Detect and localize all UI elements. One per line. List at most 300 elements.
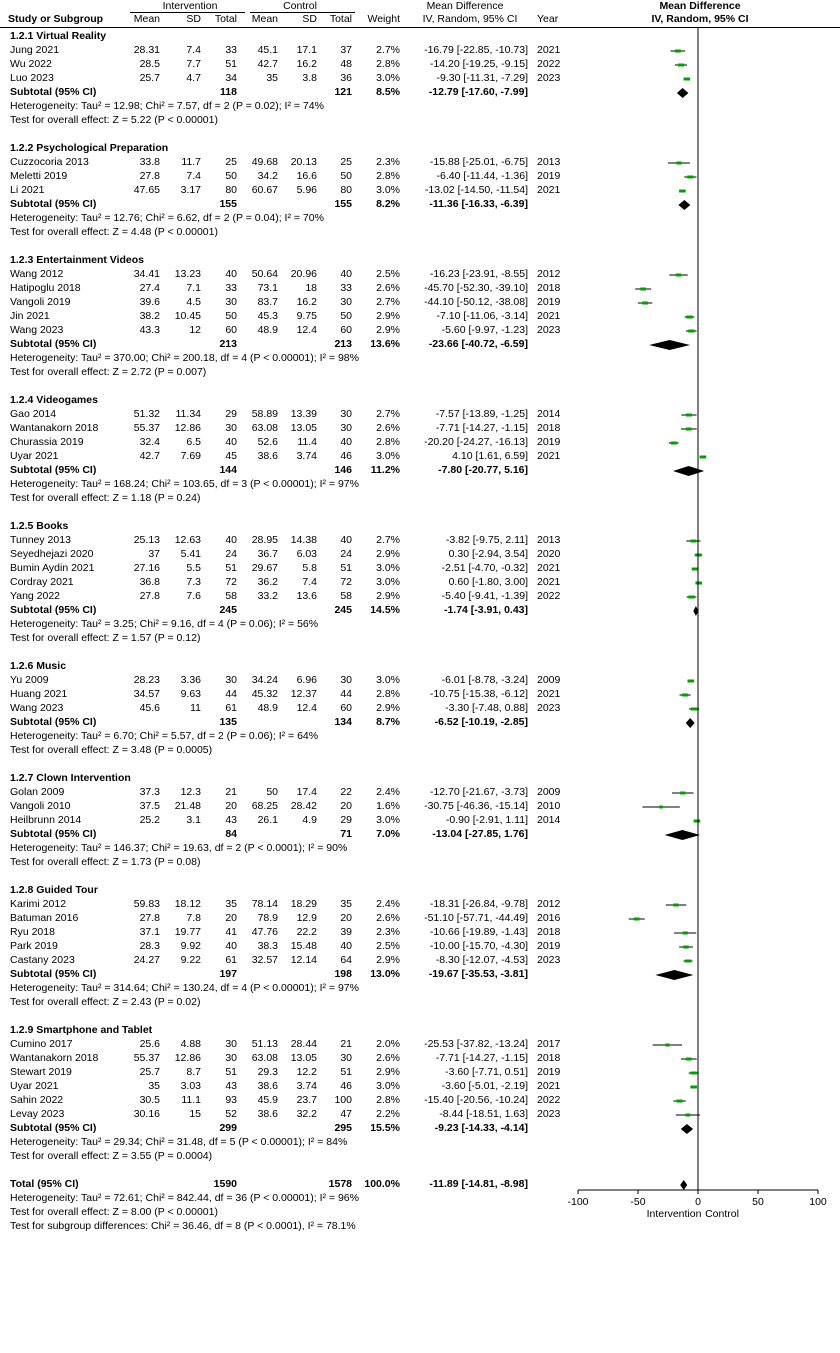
study-point-estimate — [691, 708, 697, 711]
study-ci-cell: -2.51 [-4.70, -0.32] — [441, 562, 528, 574]
study-n2-cell: 40 — [340, 534, 352, 546]
study-weight-cell: 2.4% — [376, 786, 400, 798]
subgroup-heterogeneity: Heterogeneity: Tau² = 29.34; Chi² = 31.48, df = 5 (P < 0.00001); I² = 84% — [10, 1136, 348, 1148]
study-ci-cell: -51.10 [-57.71, -44.49] — [424, 912, 528, 924]
study-weight-cell: 2.6% — [376, 422, 400, 434]
subtotal-ci: -19.67 [-35.53, -3.81] — [428, 968, 528, 980]
study-year-cell: 2018 — [537, 422, 561, 434]
study-n1-cell: 80 — [225, 184, 237, 196]
study-point-estimate — [686, 316, 692, 319]
study-sd2-cell: 18.29 — [290, 898, 317, 910]
study-sd1-cell: 8.7 — [186, 1066, 201, 1078]
study-n1-cell: 41 — [225, 926, 237, 938]
study-point-estimate — [679, 190, 686, 193]
study-point-estimate — [690, 1086, 697, 1089]
subgroup-title: 1.2.9 Smartphone and Tablet — [10, 1024, 153, 1036]
study-year-cell: 2021 — [537, 450, 561, 462]
study-n1-cell: 29 — [225, 408, 237, 420]
subtotal-ci: -7.80 [-20.77, 5.16] — [438, 464, 528, 476]
study-m2-cell: 49.68 — [251, 156, 278, 168]
study-sd2-cell: 11.4 — [297, 436, 317, 448]
study-m2-cell: 42.7 — [257, 58, 278, 70]
total-ci: -11.89 [-14.81, -8.98] — [429, 1178, 528, 1190]
study-n1-cell: 50 — [225, 170, 237, 182]
study-weight-cell: 2.8% — [376, 58, 400, 70]
study-n2-cell: 64 — [340, 954, 352, 966]
study-ci-cell: 0.30 [-2.94, 3.54] — [448, 548, 528, 560]
study-n1-cell: 60 — [225, 324, 237, 336]
study-m1-cell: 34.41 — [133, 268, 160, 280]
study-n1-cell: 61 — [225, 702, 237, 714]
study-point-estimate — [700, 456, 707, 459]
study-ci-cell: -15.40 [-20.56, -10.24] — [424, 1094, 528, 1106]
study-sd2-cell: 17.4 — [296, 786, 317, 798]
study-m2-cell: 68.25 — [251, 800, 278, 812]
subgroup-overall-effect: Test for overall effect: Z = 3.55 (P = 0.0004) — [10, 1150, 213, 1162]
subgroup-overall-effect: Test for overall effect: Z = 3.48 (P = 0.0005) — [10, 744, 213, 756]
study-weight-cell: 3.0% — [376, 184, 400, 196]
subtotal-ci: -6.52 [-10.19, -2.85] — [434, 716, 528, 728]
study-year-cell: 2010 — [537, 800, 561, 812]
study-ci-cell: -45.70 [-52.30, -39.10] — [424, 282, 528, 294]
x-axis-label-right: Control — [705, 1208, 739, 1220]
study-n1-cell: 93 — [225, 1094, 237, 1106]
study-point-estimate — [634, 918, 640, 921]
study-weight-cell: 3.0% — [376, 450, 400, 462]
study-m2-cell: 63.08 — [251, 422, 278, 434]
study-n1-cell: 72 — [225, 576, 237, 588]
study-sd1-cell: 7.1 — [186, 282, 201, 294]
study-year-cell: 2021 — [537, 688, 561, 700]
subgroup-heterogeneity: Heterogeneity: Tau² = 12.76; Chi² = 6.62, df = 2 (P = 0.04); I² = 70% — [10, 212, 324, 224]
total-weight: 100.0% — [364, 1178, 400, 1190]
subgroup-overall-effect: Test for overall effect: Z = 1.73 (P = 0.08) — [10, 856, 201, 868]
study-n2-cell: 51 — [340, 1066, 352, 1078]
study-sd1-cell: 12.86 — [174, 422, 201, 434]
study-n2-cell: 24 — [340, 548, 352, 560]
study-sd1-cell: 12 — [189, 324, 201, 336]
study-name-cell: Wu 2022 — [10, 58, 52, 70]
study-m1-cell: 47.65 — [133, 184, 160, 196]
study-m2-cell: 51.13 — [251, 1038, 278, 1050]
study-m1-cell: 34.57 — [133, 688, 160, 700]
study-n2-cell: 51 — [340, 562, 352, 574]
subtotal-n1: 213 — [219, 338, 237, 350]
intervention-group-header: Intervention — [162, 0, 218, 12]
study-name-cell: Vangoli 2019 — [10, 296, 71, 308]
study-n2-cell: 100 — [334, 1094, 352, 1106]
subgroup-heterogeneity: Heterogeneity: Tau² = 12.98; Chi² = 7.57, df = 2 (P = 0.02); I² = 74% — [10, 100, 324, 112]
study-point-estimate — [687, 680, 694, 683]
study-name-cell: Gao 2014 — [10, 408, 57, 420]
study-point-estimate — [659, 806, 663, 809]
study-n2-cell: 60 — [340, 324, 352, 336]
study-n2-cell: 29 — [340, 814, 352, 826]
study-name-cell: Cuzzocoria 2013 — [10, 156, 89, 168]
col-weight: Weight — [367, 13, 400, 25]
study-n2-cell: 20 — [340, 800, 352, 812]
study-point-estimate — [686, 428, 692, 431]
study-n2-cell: 30 — [340, 1052, 352, 1064]
study-sd2-cell: 13.05 — [290, 1052, 317, 1064]
total-heterogeneity: Heterogeneity: Tau² = 72.61; Chi² = 842.44, df = 36 (P < 0.00001); I² = 96% — [10, 1192, 359, 1204]
study-weight-cell: 2.7% — [376, 44, 400, 56]
study-m2-cell: 50.64 — [251, 268, 278, 280]
study-ci-cell: -18.31 [-26.84, -9.78] — [429, 898, 528, 910]
study-ci-cell: -5.40 [-9.41, -1.39] — [441, 590, 528, 602]
study-m2-cell: 34.24 — [251, 674, 278, 686]
study-n1-cell: 21 — [225, 786, 237, 798]
subtotal-n1: 118 — [220, 86, 237, 98]
study-weight-cell: 2.2% — [376, 1108, 400, 1120]
study-n2-cell: 30 — [340, 422, 352, 434]
study-point-estimate — [676, 1100, 682, 1103]
study-n1-cell: 25 — [225, 156, 237, 168]
study-point-estimate — [678, 64, 684, 67]
study-sd1-cell: 18.12 — [174, 898, 201, 910]
subgroup-title: 1.2.4 Videogames — [10, 394, 98, 406]
study-name-cell: Levay 2023 — [10, 1108, 65, 1120]
md-header-title: Mean Difference — [426, 0, 504, 12]
subtotal-diamond — [665, 830, 701, 840]
study-sd1-cell: 7.6 — [186, 590, 201, 602]
study-m2-cell: 48.9 — [257, 324, 278, 336]
subgroup-overall-effect: Test for overall effect: Z = 5.22 (P < 0.00001) — [10, 114, 218, 126]
study-weight-cell: 2.9% — [376, 310, 400, 322]
study-point-estimate — [685, 960, 691, 963]
study-year-cell: 2019 — [537, 1066, 561, 1078]
study-sd1-cell: 7.8 — [186, 912, 201, 924]
study-m2-cell: 36.2 — [257, 576, 278, 588]
study-n2-cell: 40 — [340, 436, 352, 448]
study-sd1-cell: 3.17 — [180, 184, 201, 196]
study-sd2-cell: 5.8 — [302, 562, 317, 574]
col-year: Year — [537, 13, 559, 25]
study-m1-cell: 33.8 — [139, 156, 160, 168]
subgroup-overall-effect: Test for overall effect: Z = 2.43 (P = 0.02) — [10, 996, 201, 1008]
subtotal-weight: 8.5% — [376, 86, 400, 98]
study-sd1-cell: 9.63 — [180, 688, 201, 700]
study-n1-cell: 50 — [225, 310, 237, 322]
study-sd1-cell: 3.36 — [180, 674, 201, 686]
study-m1-cell: 37.1 — [139, 926, 160, 938]
subtotal-weight: 14.5% — [370, 604, 400, 616]
study-year-cell: 2014 — [537, 408, 561, 420]
subtotal-label: Subtotal (95% CI) — [10, 968, 97, 980]
study-year-cell: 2019 — [537, 170, 561, 182]
col-sd-control: SD — [302, 13, 317, 25]
study-m1-cell: 28.3 — [139, 940, 160, 952]
study-m2-cell: 47.76 — [251, 926, 278, 938]
study-n1-cell: 20 — [225, 912, 237, 924]
study-sd1-cell: 12.3 — [180, 786, 201, 798]
study-sd2-cell: 12.2 — [296, 1066, 317, 1078]
subtotal-label: Subtotal (95% CI) — [10, 464, 97, 476]
study-point-estimate — [675, 50, 681, 53]
study-year-cell: 2013 — [537, 534, 561, 546]
study-sd2-cell: 12.37 — [290, 688, 317, 700]
study-n2-cell: 39 — [340, 926, 352, 938]
subgroup-heterogeneity: Heterogeneity: Tau² = 3.25; Chi² = 9.16, df = 4 (P = 0.06); I² = 56% — [10, 618, 319, 630]
subtotal-n2: 121 — [334, 86, 352, 98]
study-year-cell: 2023 — [537, 702, 561, 714]
study-name-cell: Hatipoglu 2018 — [10, 282, 81, 294]
col-total-intervention: Total — [214, 13, 237, 25]
study-sd1-cell: 4.88 — [180, 1038, 201, 1050]
study-name-cell: Uyar 2021 — [10, 1080, 59, 1092]
study-m1-cell: 28.5 — [139, 58, 160, 70]
study-m2-cell: 38.3 — [257, 940, 278, 952]
study-name-cell: Seyedhejazi 2020 — [10, 548, 94, 560]
study-name-cell: Tunney 2013 — [10, 534, 71, 546]
subtotal-label: Subtotal (95% CI) — [10, 198, 97, 210]
study-ci-cell: -5.60 [-9.97, -1.23] — [441, 324, 528, 336]
study-sd1-cell: 11.7 — [181, 156, 201, 168]
study-n2-cell: 30 — [340, 674, 352, 686]
study-ci-cell: -3.30 [-7.48, 0.88] — [445, 702, 528, 714]
study-m2-cell: 28.95 — [251, 534, 278, 546]
study-name-cell: Luo 2023 — [10, 72, 54, 84]
study-weight-cell: 3.0% — [376, 576, 400, 588]
study-n2-cell: 37 — [340, 44, 352, 56]
study-m1-cell: 27.16 — [133, 562, 160, 574]
study-m1-cell: 39.6 — [139, 296, 160, 308]
subtotal-n1: 299 — [219, 1122, 237, 1134]
study-ci-cell: -3.82 [-9.75, 2.11] — [445, 534, 528, 546]
subtotal-diamond — [673, 466, 704, 476]
study-m1-cell: 59.83 — [133, 898, 160, 910]
subgroup-differences-test: Test for subgroup differences: Chi² = 36.46, df = 8 (P < 0.0001), I² = 78.1% — [10, 1220, 356, 1232]
study-name-cell: Karimi 2012 — [10, 898, 67, 910]
study-sd2-cell: 13.6 — [296, 590, 317, 602]
study-m2-cell: 33.2 — [257, 590, 278, 602]
study-m2-cell: 26.1 — [257, 814, 278, 826]
study-ci-cell: -10.75 [-15.38, -6.12] — [429, 688, 528, 700]
study-weight-cell: 2.3% — [376, 926, 400, 938]
study-point-estimate — [684, 78, 691, 81]
study-m1-cell: 32.4 — [139, 436, 160, 448]
study-m1-cell: 25.7 — [139, 1066, 160, 1078]
study-year-cell: 2022 — [537, 590, 561, 602]
subgroup-heterogeneity: Heterogeneity: Tau² = 168.24; Chi² = 103.65, df = 3 (P < 0.00001); I² = 97% — [10, 478, 359, 490]
study-point-estimate — [682, 694, 688, 697]
study-sd2-cell: 23.7 — [296, 1094, 317, 1106]
study-ci-cell: -6.01 [-8.78, -3.24] — [441, 674, 528, 686]
subtotal-n2: 245 — [334, 604, 352, 616]
subtotal-n2: 213 — [334, 338, 352, 350]
study-point-estimate — [688, 330, 694, 333]
study-sd2-cell: 15.48 — [290, 940, 317, 952]
study-sd2-cell: 12.14 — [290, 954, 317, 966]
study-m2-cell: 29.67 — [251, 562, 278, 574]
study-ci-cell: -7.57 [-13.89, -1.25] — [435, 408, 528, 420]
study-ci-cell: -44.10 [-50.12, -38.08] — [424, 296, 528, 308]
subtotal-weight: 15.5% — [370, 1122, 400, 1134]
study-year-cell: 2017 — [537, 1038, 561, 1050]
study-name-cell: Wantanakorn 2018 — [10, 1052, 99, 1064]
study-n2-cell: 36 — [340, 72, 352, 84]
study-sd1-cell: 7.3 — [186, 576, 201, 588]
study-name-cell: Ryu 2018 — [10, 926, 55, 938]
study-year-cell: 2019 — [537, 940, 561, 952]
study-year-cell: 2020 — [537, 548, 561, 560]
study-n1-cell: 51 — [225, 58, 237, 70]
study-year-cell: 2019 — [537, 436, 561, 448]
study-n2-cell: 40 — [340, 940, 352, 952]
study-year-cell: 2021 — [537, 44, 561, 56]
study-m1-cell: 45.6 — [139, 702, 160, 714]
study-n1-cell: 40 — [225, 436, 237, 448]
study-m2-cell: 78.9 — [257, 912, 278, 924]
study-year-cell: 2018 — [537, 1052, 561, 1064]
x-tick-label: -50 — [630, 1196, 646, 1208]
study-name-cell: Heilbrunn 2014 — [10, 814, 82, 826]
study-ci-cell: -7.10 [-11.06, -3.14] — [436, 310, 528, 322]
subtotal-n2: 295 — [334, 1122, 352, 1134]
study-n2-cell: 80 — [340, 184, 352, 196]
study-name-cell: Vangoli 2010 — [10, 800, 71, 812]
study-sd1-cell: 7.4 — [186, 170, 201, 182]
study-sd2-cell: 16.2 — [296, 58, 317, 70]
study-m1-cell: 30.5 — [139, 1094, 160, 1106]
study-ci-cell: -15.88 [-25.01, -6.75] — [429, 156, 528, 168]
study-n2-cell: 30 — [340, 296, 352, 308]
subgroup-title: 1.2.3 Entertainment Videos — [10, 254, 145, 266]
study-sd2-cell: 6.96 — [296, 674, 317, 686]
subgroup-overall-effect: Test for overall effect: Z = 1.57 (P = 0.12) — [10, 632, 201, 644]
study-ci-cell: -7.71 [-14.27, -1.15] — [435, 1052, 528, 1064]
study-year-cell: 2022 — [537, 1094, 561, 1106]
study-point-estimate — [676, 274, 682, 277]
study-n1-cell: 30 — [225, 674, 237, 686]
study-sd1-cell: 13.23 — [174, 268, 201, 280]
study-point-estimate — [676, 162, 681, 165]
study-year-cell: 2021 — [537, 576, 561, 588]
study-ci-cell: -16.79 [-22.85, -10.73] — [424, 44, 528, 56]
study-sd1-cell: 5.41 — [180, 548, 201, 560]
study-m1-cell: 27.8 — [139, 170, 160, 182]
study-n1-cell: 44 — [225, 688, 237, 700]
study-m1-cell: 36.8 — [139, 576, 160, 588]
study-point-estimate — [665, 1044, 669, 1047]
subgroup-heterogeneity: Heterogeneity: Tau² = 6.70; Chi² = 5.57, df = 2 (P = 0.06); I² = 64% — [10, 730, 319, 742]
study-weight-cell: 2.8% — [376, 436, 400, 448]
study-weight-cell: 2.6% — [376, 1052, 400, 1064]
study-point-estimate — [686, 414, 692, 417]
study-name-cell: Jung 2021 — [10, 44, 60, 56]
study-n1-cell: 51 — [225, 1066, 237, 1078]
study-sd1-cell: 6.5 — [186, 436, 201, 448]
study-m1-cell: 24.27 — [133, 954, 160, 966]
study-n1-cell: 43 — [225, 1080, 237, 1092]
study-name-cell: Sahin 2022 — [10, 1094, 64, 1106]
study-m1-cell: 37.5 — [139, 800, 160, 812]
subtotal-weight: 13.0% — [370, 968, 400, 980]
study-ci-cell: -0.90 [-2.91, 1.11] — [445, 814, 528, 826]
study-point-estimate — [695, 582, 702, 585]
study-ci-cell: -25.53 [-37.82, -13.24] — [424, 1038, 528, 1050]
plot-header-method: IV, Random, 95% CI — [651, 13, 749, 25]
subtotal-n2: 146 — [334, 464, 352, 476]
study-n2-cell: 58 — [340, 590, 352, 602]
study-weight-cell: 2.9% — [376, 324, 400, 336]
study-n2-cell: 50 — [340, 310, 352, 322]
study-name-cell: Castany 2023 — [10, 954, 75, 966]
study-sd1-cell: 15 — [189, 1108, 201, 1120]
study-sd1-cell: 10.45 — [174, 310, 201, 322]
subgroup-heterogeneity: Heterogeneity: Tau² = 146.37; Chi² = 19.63, df = 2 (P < 0.0001); I² = 90% — [10, 842, 348, 854]
study-n1-cell: 40 — [225, 940, 237, 952]
study-m2-cell: 73.1 — [257, 282, 278, 294]
study-ci-cell: -3.60 [-7.71, 0.51] — [445, 1066, 528, 1078]
study-sd1-cell: 5.5 — [186, 562, 201, 574]
study-sd2-cell: 13.39 — [290, 408, 317, 420]
study-point-estimate — [692, 568, 699, 571]
study-point-estimate — [688, 596, 694, 599]
study-n1-cell: 35 — [225, 898, 237, 910]
study-m1-cell: 28.23 — [133, 674, 160, 686]
study-ci-cell: -8.30 [-12.07, -4.53] — [435, 954, 528, 966]
study-year-cell: 2009 — [537, 674, 561, 686]
study-sd2-cell: 20.13 — [290, 156, 317, 168]
total-n1: 1590 — [213, 1178, 237, 1190]
x-tick-label: -100 — [567, 1196, 589, 1208]
study-name-cell: Wang 2012 — [10, 268, 64, 280]
subgroup-title: 1.2.5 Books — [10, 520, 69, 532]
study-ci-cell: -10.66 [-19.89, -1.43] — [429, 926, 528, 938]
study-m2-cell: 60.67 — [251, 184, 278, 196]
study-name-cell: Wang 2023 — [10, 324, 64, 336]
study-year-cell: 2021 — [537, 562, 561, 574]
study-sd2-cell: 4.9 — [302, 814, 317, 826]
subtotal-weight: 8.2% — [376, 198, 400, 210]
study-m2-cell: 29.3 — [257, 1066, 278, 1078]
subtotal-n1: 84 — [225, 828, 237, 840]
study-point-estimate — [671, 442, 677, 445]
study-year-cell: 2021 — [537, 310, 561, 322]
study-n1-cell: 34 — [225, 72, 237, 84]
study-m1-cell: 35 — [148, 1080, 160, 1092]
study-n1-cell: 30 — [225, 296, 237, 308]
study-m2-cell: 45.9 — [257, 1094, 278, 1106]
study-year-cell: 2012 — [537, 898, 561, 910]
study-year-cell: 2021 — [537, 1080, 561, 1092]
study-weight-cell: 2.8% — [376, 1094, 400, 1106]
subtotal-ci: -13.04 [-27.85, 1.76] — [432, 828, 528, 840]
subtotal-diamond — [678, 200, 690, 210]
study-n1-cell: 40 — [225, 534, 237, 546]
study-m1-cell: 51.32 — [133, 408, 160, 420]
study-name-cell: Yu 2009 — [10, 674, 49, 686]
subgroup-overall-effect: Test for overall effect: Z = 2.72 (P = 0.007) — [10, 366, 207, 378]
study-sd1-cell: 19.77 — [174, 926, 201, 938]
x-tick-label: 0 — [695, 1196, 701, 1208]
study-weight-cell: 2.8% — [376, 688, 400, 700]
study-ci-cell: 0.60 [-1.80, 3.00] — [448, 576, 528, 588]
study-n1-cell: 43 — [225, 814, 237, 826]
study-m2-cell: 63.08 — [251, 1052, 278, 1064]
study-weight-cell: 2.9% — [376, 702, 400, 714]
subgroup-overall-effect: Test for overall effect: Z = 4.48 (P < 0.00001) — [10, 226, 218, 238]
study-sd1-cell: 12.63 — [174, 534, 201, 546]
study-n2-cell: 25 — [340, 156, 352, 168]
subtotal-n1: 155 — [219, 198, 237, 210]
study-ci-cell: -16.23 [-23.91, -8.55] — [429, 268, 528, 280]
subtotal-weight: 8.7% — [376, 716, 400, 728]
study-ci-cell: 4.10 [1.61, 6.59] — [452, 450, 528, 462]
study-name-cell: Uyar 2021 — [10, 450, 59, 462]
study-point-estimate — [687, 176, 693, 179]
